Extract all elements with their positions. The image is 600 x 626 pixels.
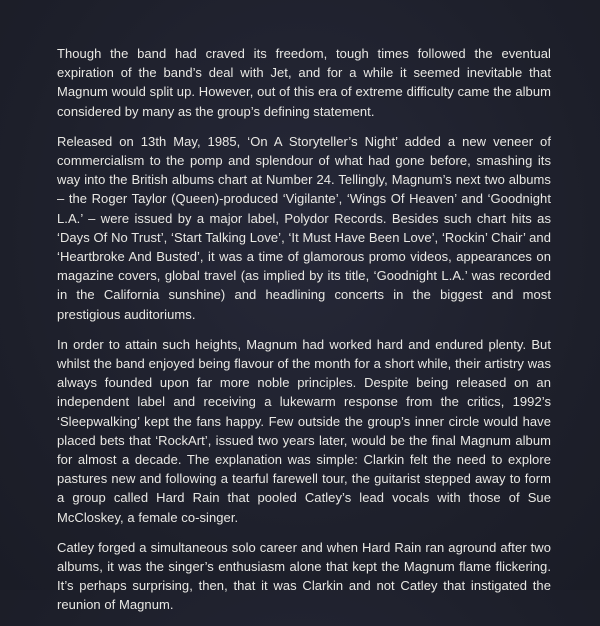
paragraph-storyteller-release: Released on 13th May, 1985, ‘On A Storyteller’s Night’ added a new veneer of commercialism to the pomp and splendour of what had gone before, smashing its way into the British albums chart at Number 24. Tellingly, Magnum’s next two albums – the Roger Taylor (Queen)-produced ‘Vigilante’, ‘Wings Of Heaven’ and ‘Goodnight L.A.’ – were issued by a major label, Polydor Records. Besides such chart hits as ‘Days Of No Trust’, ‘Start Talking Love’, ‘It Must Have Been Love’, ‘Rockin’ Chair’ and ‘Heartbroke And Busted’, it was a time of glamorous promo videos, appearances on magazine covers, global travel (as implied by its title, ‘Goodnight L.A.’ was recorded in the California sunshine) and headlining concerts in the biggest and most prestigious auditoriums.: [57, 133, 551, 322]
paragraph-reunion: Catley forged a simultaneous solo career and when Hard Rain ran aground after two albums, it was the singer’s enthusiasm alone that kept the Magnum flame flickering. It’s perhaps surprising, then, that it was Clarkin and not Catley that instigated the reunion of Magnum.: [57, 539, 551, 613]
body-text-column: [57, 44, 551, 626]
paragraph-hard-rain: In order to attain such heights, Magnum had worked hard and endured plenty. But whilst the band enjoyed being flavour of the month for a short while, their artistry was always founded upon far more noble principles. Despite being released on an independent label and receiving a lukewarm response from the critics, 1992’s ‘Sleepwalking’ kept the fans happy. Few outside the group’s inner circle would have placed bets that ‘RockArt’, issued two years later, would be the final Magnum album for almost a decade. The explanation was simple: Clarkin felt the need to explore pastures new and following a tearful farewell tour, the guitarist stepped away to form a group called Hard Rain that pooled Catley’s lead vocals with those of Sue McCloskey, a female co-singer.: [57, 336, 551, 525]
paragraph-jet-deal: Though the band had craved its freedom, tough times followed the eventual expiration of the band’s deal with Jet, and for a while it seemed inevitable that Magnum would split up. However, out of this era of extreme difficulty came the album considered by many as the group’s defining statement.: [57, 46, 551, 119]
